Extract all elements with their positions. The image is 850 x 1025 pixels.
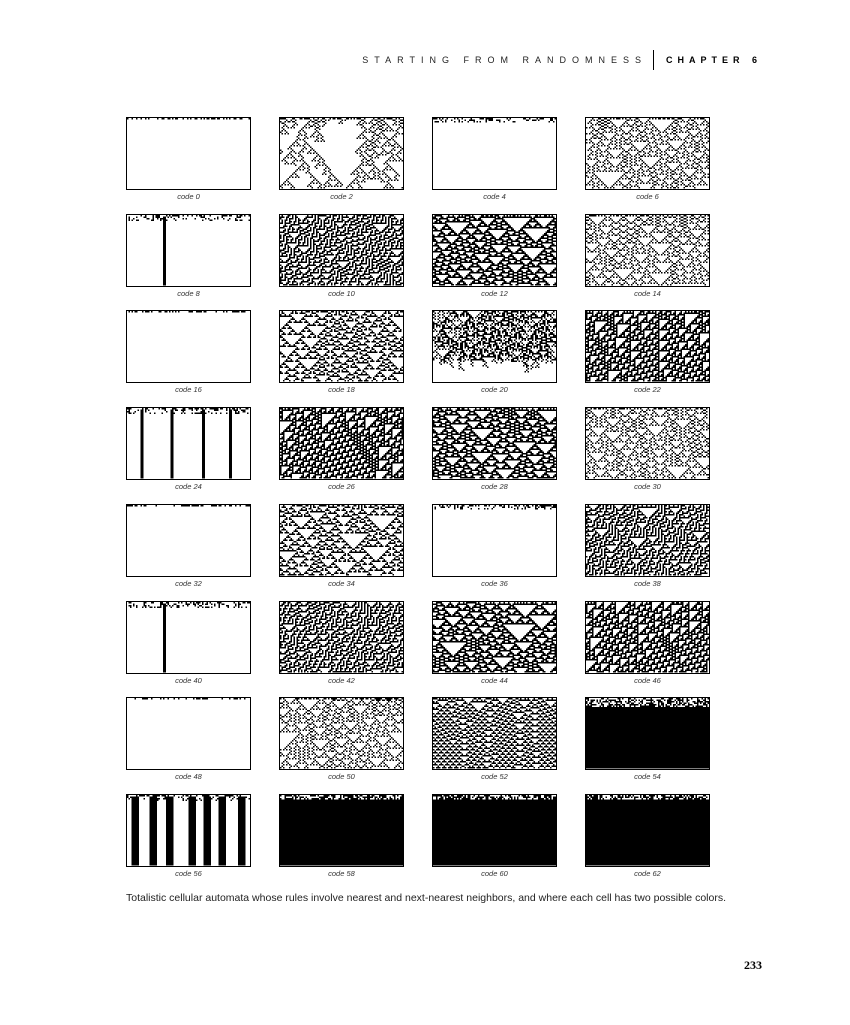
automaton-cells: [280, 795, 403, 866]
automaton-cells: [433, 311, 556, 373]
panel-label: code 22: [634, 385, 661, 395]
automaton-cells: [586, 795, 709, 866]
panel-label: code 12: [481, 288, 508, 298]
automaton-cells: [129, 215, 251, 286]
automaton-pattern: [126, 504, 251, 577]
automaton-pattern-svg: [280, 602, 403, 673]
panel-label: code 56: [175, 868, 202, 878]
panel-label: code 16: [175, 385, 202, 395]
automaton-pattern-svg: [280, 505, 403, 576]
panel-label: code 42: [328, 675, 355, 685]
automaton-pattern-svg: [586, 505, 709, 576]
automaton-pattern-svg: [280, 698, 403, 769]
panel-label: code 50: [328, 772, 355, 782]
page-number: 233: [744, 958, 762, 972]
automaton-pattern: [585, 794, 710, 867]
panel-label: code 2: [330, 192, 353, 201]
automaton-pattern-svg: [586, 795, 709, 866]
automaton-pattern-svg: [280, 215, 403, 286]
automaton-cells: [433, 118, 556, 123]
panel-label: code 58: [328, 868, 355, 878]
automaton-pattern: [279, 407, 404, 480]
automaton-pattern-svg: [127, 602, 250, 673]
chapter-title: CHAPTER 6: [665, 55, 762, 65]
automaton-cells: [280, 505, 403, 576]
automaton-pattern: [432, 794, 557, 867]
panel-label: code 24: [175, 482, 202, 492]
panel-label: code 28: [481, 482, 508, 492]
section-title: STARTING FROM RANDOMNESS: [362, 55, 647, 65]
automaton-pattern: [585, 601, 710, 674]
automaton-pattern: [585, 407, 710, 480]
automaton-pattern: [585, 310, 710, 383]
panel-label: code 34: [328, 578, 355, 588]
automaton-pattern: [126, 407, 251, 480]
automaton-pattern-svg: [433, 698, 556, 769]
panel-label: code 38: [634, 578, 661, 588]
automaton-cells: [433, 408, 556, 479]
automaton-pattern-svg: [280, 795, 403, 866]
automaton-pattern-svg: [433, 311, 556, 382]
panel-label: code 14: [634, 288, 661, 298]
panel-label: code 26: [328, 482, 355, 492]
automaton-cells: [433, 602, 556, 673]
panel-label: code 40: [175, 675, 202, 685]
panel-label: code 36: [481, 578, 508, 588]
automaton-pattern: [126, 794, 251, 867]
automaton-cells: [586, 698, 709, 769]
automaton-cells: [586, 408, 709, 479]
automaton-cells: [586, 215, 709, 286]
automaton-pattern: [432, 697, 557, 770]
automaton-pattern-svg: [586, 215, 709, 286]
automaton-cells: [127, 505, 250, 507]
automaton-cells: [129, 311, 246, 313]
automaton-pattern: [585, 697, 710, 770]
automaton-pattern: [279, 310, 404, 383]
panel-label: code 48: [175, 772, 202, 782]
automaton-pattern: [126, 601, 251, 674]
automaton-cells: [435, 505, 557, 510]
panel-label: code 46: [634, 675, 661, 685]
automaton-pattern: [585, 504, 710, 577]
automaton-pattern-svg: [127, 311, 250, 382]
panel-label: code 8: [177, 288, 200, 298]
automaton-cells: [586, 118, 709, 189]
automaton-pattern-svg: [280, 311, 403, 382]
running-head: [362, 50, 762, 70]
automaton-pattern-svg: [280, 408, 403, 479]
automaton-cells: [433, 698, 556, 769]
automaton-cells: [127, 118, 250, 120]
automaton-pattern: [432, 407, 557, 480]
automaton-pattern: [432, 504, 557, 577]
panel-label: code 10: [328, 288, 355, 298]
automaton-cells: [280, 408, 403, 479]
automaton-pattern: [279, 601, 404, 674]
automaton-pattern-svg: [127, 698, 250, 769]
automaton-pattern: [126, 310, 251, 383]
automaton-cells: [433, 795, 556, 866]
automaton-pattern-svg: [586, 408, 709, 479]
automaton-cells: [127, 795, 250, 866]
automaton-cells: [135, 698, 246, 700]
automaton-pattern-svg: [127, 795, 250, 866]
automaton-pattern-svg: [433, 118, 556, 189]
panel-label: code 60: [481, 868, 508, 878]
automaton-pattern-svg: [586, 118, 709, 189]
automaton-pattern-svg: [127, 215, 250, 286]
automaton-pattern: [279, 794, 404, 867]
automaton-pattern: [432, 310, 557, 383]
panel-label: code 54: [634, 772, 661, 782]
automaton-pattern-svg: [127, 408, 250, 479]
panel-label: code 32: [175, 578, 202, 588]
automaton-cells: [280, 698, 403, 769]
automaton-pattern-svg: [433, 795, 556, 866]
automaton-cells: [129, 602, 251, 673]
automaton-pattern-svg: [433, 505, 556, 576]
automaton-pattern-svg: [127, 505, 250, 576]
automaton-cells: [280, 215, 403, 286]
automaton-cells: [127, 408, 249, 479]
automaton-cells: [433, 215, 556, 286]
automaton-cells: [280, 602, 403, 673]
automaton-pattern-svg: [433, 215, 556, 286]
automaton-pattern-svg: [127, 118, 250, 189]
automaton-cells: [586, 602, 709, 673]
automaton-pattern: [279, 214, 404, 287]
panel-label: code 18: [328, 385, 355, 395]
panel-label: code 52: [481, 772, 508, 782]
automaton-cells: [280, 311, 403, 382]
automaton-pattern: [585, 117, 710, 190]
automaton-pattern: [279, 697, 404, 770]
panel-label: code 20: [481, 385, 508, 395]
automaton-pattern: [585, 214, 710, 287]
panel-label: code 44: [481, 675, 508, 685]
automaton-cells: [586, 311, 709, 382]
automaton-pattern-svg: [586, 311, 709, 382]
automaton-pattern: [432, 214, 557, 287]
automaton-pattern-svg: [586, 698, 709, 769]
panel-label: code 4: [483, 192, 506, 201]
panel-label: code 30: [634, 482, 661, 492]
header-divider: [653, 50, 654, 70]
automaton-cells: [586, 505, 709, 576]
automaton-pattern: [126, 214, 251, 287]
automaton-pattern-svg: [433, 602, 556, 673]
figure-caption: Totalistic cellular automata whose rules involve nearest and next-nearest neighbors, and where each cell has two possible colors.: [126, 892, 726, 904]
automaton-pattern: [432, 601, 557, 674]
automaton-pattern: [279, 504, 404, 577]
panel-label: code 0: [177, 192, 200, 201]
automaton-pattern: [432, 117, 557, 190]
automaton-pattern-svg: [280, 118, 403, 189]
automaton-pattern: [126, 117, 251, 190]
automaton-pattern-svg: [586, 602, 709, 673]
automaton-pattern: [279, 117, 404, 190]
panel-label: code 62: [634, 868, 661, 878]
automaton-pattern: [126, 697, 251, 770]
automaton-pattern-svg: [433, 408, 556, 479]
automaton-cells: [280, 118, 403, 189]
panel-label: code 6: [636, 192, 659, 201]
